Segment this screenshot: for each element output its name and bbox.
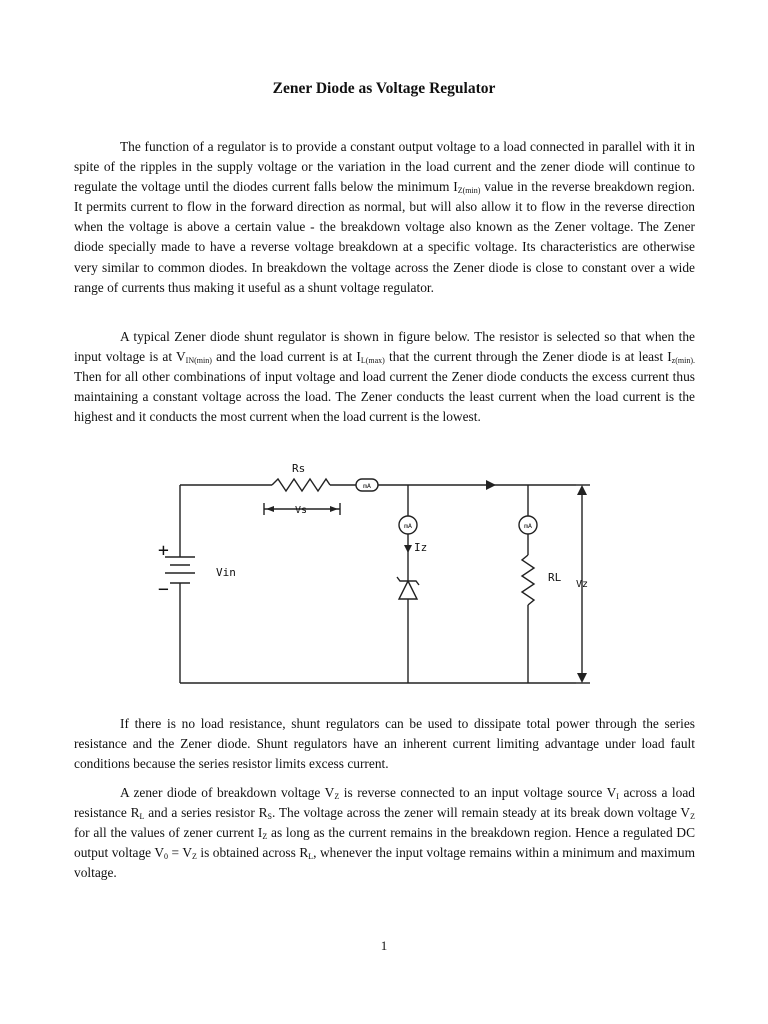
subscript: Z (262, 832, 268, 842)
subscript: Z(min) (457, 186, 481, 196)
text-run: that the current through the Zener diode is at least I (384, 349, 672, 365)
vz-arrow-top (577, 485, 587, 495)
rl-label: RL (548, 571, 562, 584)
subscript: 0 (164, 852, 169, 862)
text-run: is obtained across R (196, 845, 309, 861)
battery-minus-label: − (158, 579, 169, 600)
text-run: , whenever the input voltage remains within a minimum and maximum voltage. (74, 845, 695, 881)
subscript: z(min). (671, 356, 695, 366)
text-run: A typical Zener diode shunt regulator is shown in figure below. The resistor is selected so that when the input voltage is at V (74, 329, 695, 365)
current-direction-arrow (486, 480, 496, 490)
page-title: Zener Diode as Voltage Regulator (272, 80, 496, 97)
load-resistor (522, 555, 534, 605)
subscript: L (308, 852, 314, 862)
iz-label: Iz (414, 541, 428, 554)
text-run: for all the values of zener current I (74, 825, 263, 841)
text-run: is reverse connected to an input voltage source V (339, 785, 617, 800)
subscript: S (267, 812, 272, 822)
text-run: . The voltage across the zener will remain steady at its break down voltage V (271, 805, 691, 821)
paragraph-load-resistance: If there is no load resistance, shunt regulators can be used to dissipate total power through the series resistance and the Zener diode. Shunt regulators have an inherent current limiting advantage under load fault conditions because the series resistor limits excess current. (74, 716, 695, 772)
vz-label: Vz (576, 579, 589, 590)
zener-diode-triangle (399, 581, 417, 599)
text-run: across a load resistance R (74, 785, 695, 821)
rs-label: Rs (292, 462, 306, 475)
vz-arrow-bottom (577, 673, 587, 683)
subscript: L(max) (360, 356, 385, 366)
subscript: Z (334, 792, 340, 801)
vs-label: Vs (295, 505, 308, 516)
paragraph-regulator-function (74, 137, 695, 298)
paragraph-breakdown-voltage (74, 783, 695, 883)
text-run: value in the reverse breakdown region. It permits current to flow in the forward direction as normal, but will also allow it to flow in the reverse direction when the voltage is above a certain value - the breakdown voltage also known as the Zener voltage. The Zener diode specially made to have a reverse voltage breakdown at a specific voltage. Its characteristics are otherwise very similar to common diodes. In breakdown the voltage across the Zener diode is close to constant over a wide range of currents thus making it useful as a shunt voltage regulator. (74, 179, 695, 295)
text-run: The function of a regulator is to provide a constant output voltage to a load connected in parallel with it in spite of the ripples in the supply voltage or the variation in the load current and the zener diode will continue to regulate the voltage until the diodes current falls below the minimum I (74, 139, 695, 195)
vin-label: Vin (216, 566, 236, 579)
text-run: and the load current is at I (211, 349, 361, 365)
battery-plus-label: + (158, 540, 169, 561)
subscript: Z (192, 852, 197, 862)
series-ammeter-label: mA (363, 482, 371, 490)
paragraph-shunt-regulator (74, 327, 695, 427)
zener-regulator-circuit-diagram (150, 455, 610, 695)
series-resistor (272, 479, 330, 491)
zener-ammeter-label: mA (404, 522, 412, 530)
text-run: Then for all other combinations of input voltage and load current the Zener diode conducts the excess current thus maintaining a constant voltage across the load. The Zener conducts the least current when the load current is the highest and it conducts the most current when the load current is the lowest. (74, 369, 695, 425)
text-run: = V (168, 845, 192, 861)
load-ammeter-label: mA (524, 522, 532, 530)
vs-arrow-left (266, 506, 274, 512)
text-run: as long as the current remains in the breakdown region. Hence a regulated DC output voltage V (74, 825, 696, 861)
subscript: L (139, 812, 145, 822)
vs-arrow-right (330, 506, 338, 512)
subscript: IN(min) (185, 356, 212, 366)
page-number: 1 (380, 938, 388, 953)
text-run: and a series resistor R (144, 805, 268, 821)
subscript: Z (690, 812, 695, 822)
iz-arrow-head (404, 545, 412, 553)
subscript: I (616, 792, 619, 801)
text-run: A zener diode of breakdown voltage V (120, 785, 335, 800)
